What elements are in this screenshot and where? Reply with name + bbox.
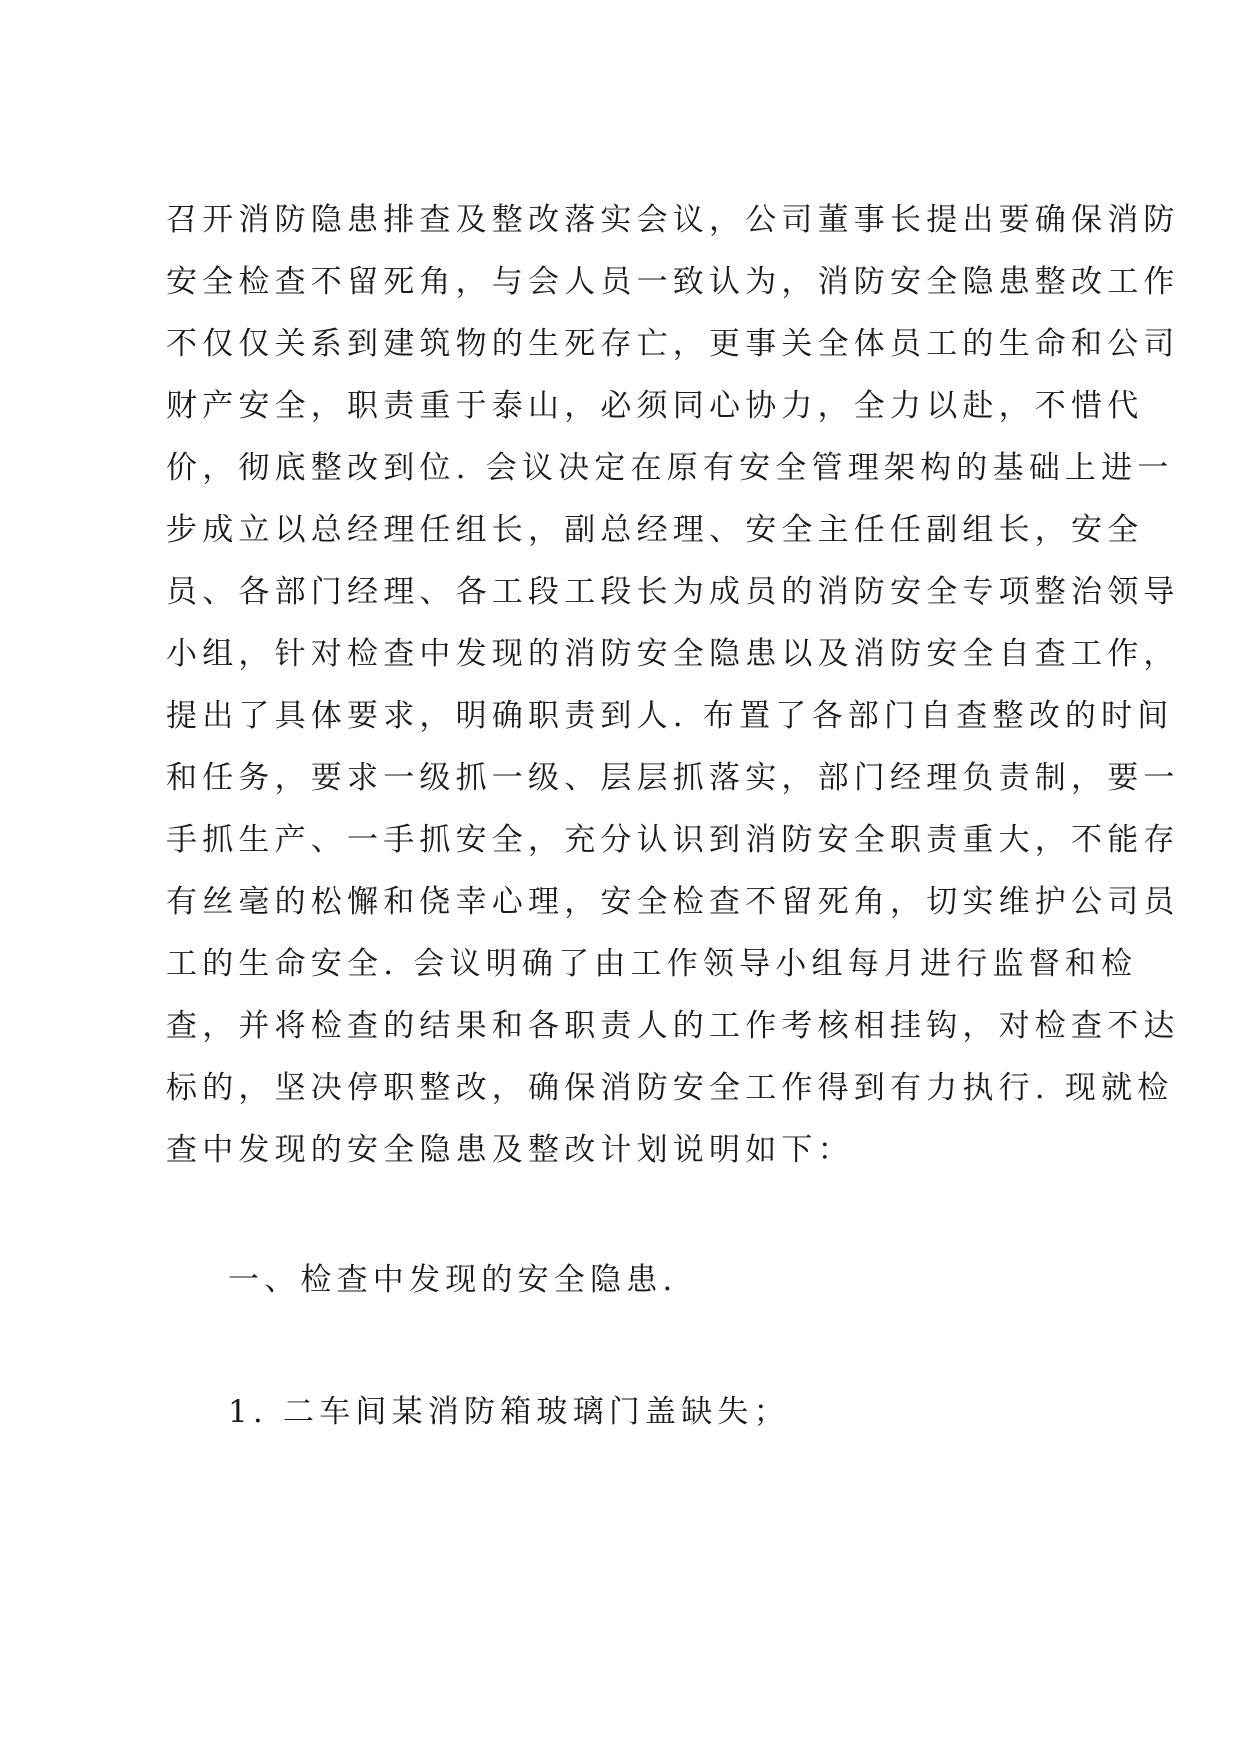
paragraph-line: 查，并将检查的结果和各职责人的工作考核相挂钩，对检查不达 <box>166 1008 1180 1044</box>
paragraph-line: 标的，坚决停职整改，确保消防安全工作得到有力执行. 现就检 <box>166 1070 1174 1106</box>
paragraph-line: 召开消防隐患排查及整改落实会议，公司董事长提出要确保消防 <box>166 202 1180 238</box>
paragraph-line: 员、各部门经理、各工段工段长为成员的消防安全专项整治领导 <box>166 574 1180 610</box>
list-item: 1. 二车间某消防箱玻璃门盖缺失； <box>228 1394 790 1430</box>
paragraph-line: 提出了具体要求，明确职责到人. 布置了各部门自查整改的时间 <box>166 698 1174 734</box>
paragraph-line: 价，彻底整改到位. 会议决定在原有安全管理架构的基础上进一 <box>166 450 1174 486</box>
paragraph-line: 手抓生产、一手抓安全，充分认识到消防安全职责重大，不能存 <box>166 822 1180 858</box>
paragraph-line: 和任务，要求一级抓一级、层层抓落实，部门经理负责制，要一 <box>166 760 1180 796</box>
paragraph-line: 小组，针对检查中发现的消防安全隐患以及消防安全自查工作， <box>166 636 1180 672</box>
paragraph-line: 步成立以总经理任组长，副总经理、安全主任任副组长，安全 <box>166 512 1144 548</box>
paragraph-line: 查中发现的安全隐患及整改计划说明如下： <box>166 1132 854 1168</box>
paragraph-line: 安全检查不留死角，与会人员一致认为，消防安全隐患整改工作 <box>166 264 1180 300</box>
paragraph-line: 财产安全，职责重于泰山，必须同心协力，全力以赴，不惜代 <box>166 388 1144 424</box>
paragraph-line: 有丝毫的松懈和侥幸心理，安全检查不留死角，切实维护公司员 <box>166 884 1180 920</box>
section-heading: 一、检查中发现的安全隐患. <box>228 1262 678 1298</box>
paragraph-line: 不仅仅关系到建筑物的生死存亡，更事关全体员工的生命和公司 <box>166 326 1180 362</box>
paragraph-line: 工的生命安全. 会议明确了由工作领导小组每月进行监督和检 <box>166 946 1138 982</box>
